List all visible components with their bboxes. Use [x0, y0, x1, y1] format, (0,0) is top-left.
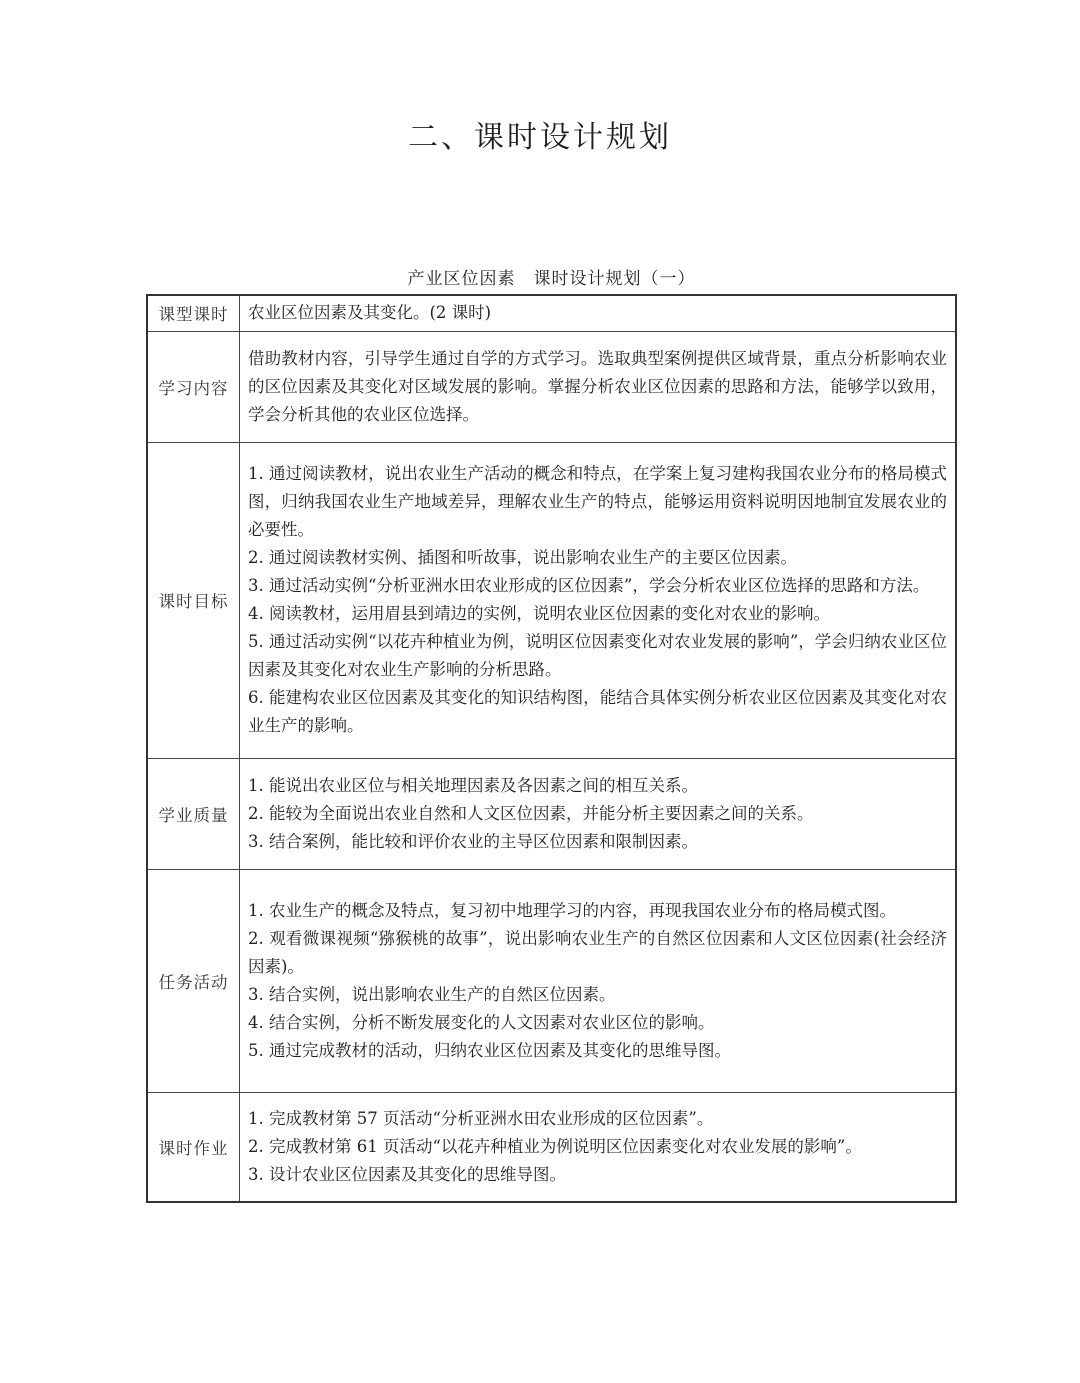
- row-content-academic-quality: [240, 758, 957, 869]
- list-item: 3. 通过活动实例“分析亚洲水田农业形成的区位因素”，学会分析农业区位选择的思路和方法。: [248, 576, 930, 595]
- list-item: 2. 能较为全面说出农业自然和人文区位因素，并能分析主要因素之间的关系。: [248, 803, 814, 823]
- list-item: 1. 完成教材第 57 页活动“分析亚洲水田农业形成的区位因素”。: [248, 1108, 714, 1128]
- row-label-learning-content: 学习内容: [147, 331, 240, 442]
- row-content-task-activities: [240, 869, 957, 1092]
- list-item: 4. 结合实例，分析不断发展变化的人文因素对农业区位的影响。: [248, 1012, 715, 1032]
- row-content-lesson-goals: [240, 442, 957, 758]
- list-item: 1. 农业生产的概念及特点，复习初中地理学习的内容，再现我国农业分布的格局模式图。: [248, 900, 896, 920]
- page-title: 二、课时设计规划: [408, 120, 672, 155]
- list-item: 3. 结合案例，能比较和评价农业的主导区位因素和限制因素。: [248, 831, 698, 851]
- row-label-task-activities: 任务活动: [147, 869, 240, 1092]
- row-content-learning-content: 借助教材内容，引导学生通过自学的方式学习。选取典型案例提供区域背景，重点分析影响农业的区位因素及其变化对区域发展的影响。掌握分析农业区位因素的思路和方法，能够学以致用，学会分析其他的农业区位选择。: [240, 331, 957, 442]
- table-row-academic-quality: [147, 758, 956, 869]
- row-label-academic-quality: 学业质量: [147, 758, 240, 869]
- list-item: 1. 通过阅读教材，说出农业生产活动的概念和特点，在学案上复习建构我国农业分布的格局模式图，归纳我国农业生产地域差异，理解农业生产的特点，能够运用资料说明因地制宜发展农业的必要性。: [248, 464, 947, 539]
- row-label-homework: 课时作业: [147, 1092, 240, 1202]
- list-item: 3. 结合实例，说出影响农业生产的自然区位因素。: [248, 984, 616, 1004]
- table-row-lesson-type: [147, 295, 956, 331]
- table-row-learning-content: [147, 331, 956, 442]
- list-item: 2. 观看微课视频“猕猴桃的故事”，说出影响农业生产的自然区位因素和人文区位因素(社会经济因素)。: [248, 928, 947, 976]
- table-row-homework: [147, 1092, 956, 1202]
- list-item: 5. 通过完成教材的活动，归纳农业区位因素及其变化的思维导图。: [248, 1040, 731, 1060]
- list-item: 5. 通过活动实例“以花卉种植业为例，说明区位因素变化对农业发展的影响”，学会归纳农业区位因素及其变化对农业生产影响的分析思路。: [248, 632, 947, 679]
- table-row-task-activities: [147, 869, 956, 1092]
- row-label-lesson-goals: 课时目标: [147, 442, 240, 758]
- list-item: 1. 能说出农业区位与相关地理因素及各因素之间的相互关系。: [248, 775, 698, 795]
- list-item: 6. 能建构农业区位因素及其变化的知识结构图，能结合具体实例分析农业区位因素及其变化对农业生产的影响。: [248, 688, 947, 735]
- list-item: 3. 设计农业区位因素及其变化的思维导图。: [248, 1164, 566, 1184]
- list-item: 2. 完成教材第 61 页活动“以花卉种植业为例说明区位因素变化对农业发展的影响”。: [248, 1136, 862, 1156]
- row-content-lesson-type: 农业区位因素及其变化。(2 课时): [240, 295, 957, 331]
- lesson-plan-table: [146, 294, 957, 1203]
- row-label-lesson-type: 课型课时: [147, 295, 240, 331]
- list-item: 2. 通过阅读教材实例、插图和听故事，说出影响农业生产的主要区位因素。: [248, 548, 797, 567]
- list-item: 4. 阅读教材，运用眉县到靖边的实例，说明农业区位因素的变化对农业的影响。: [248, 604, 830, 623]
- table-row-lesson-goals: [147, 442, 956, 758]
- table-caption: 产业区位因素 课时设计规划（一）: [407, 269, 696, 289]
- row-content-homework: [240, 1092, 957, 1202]
